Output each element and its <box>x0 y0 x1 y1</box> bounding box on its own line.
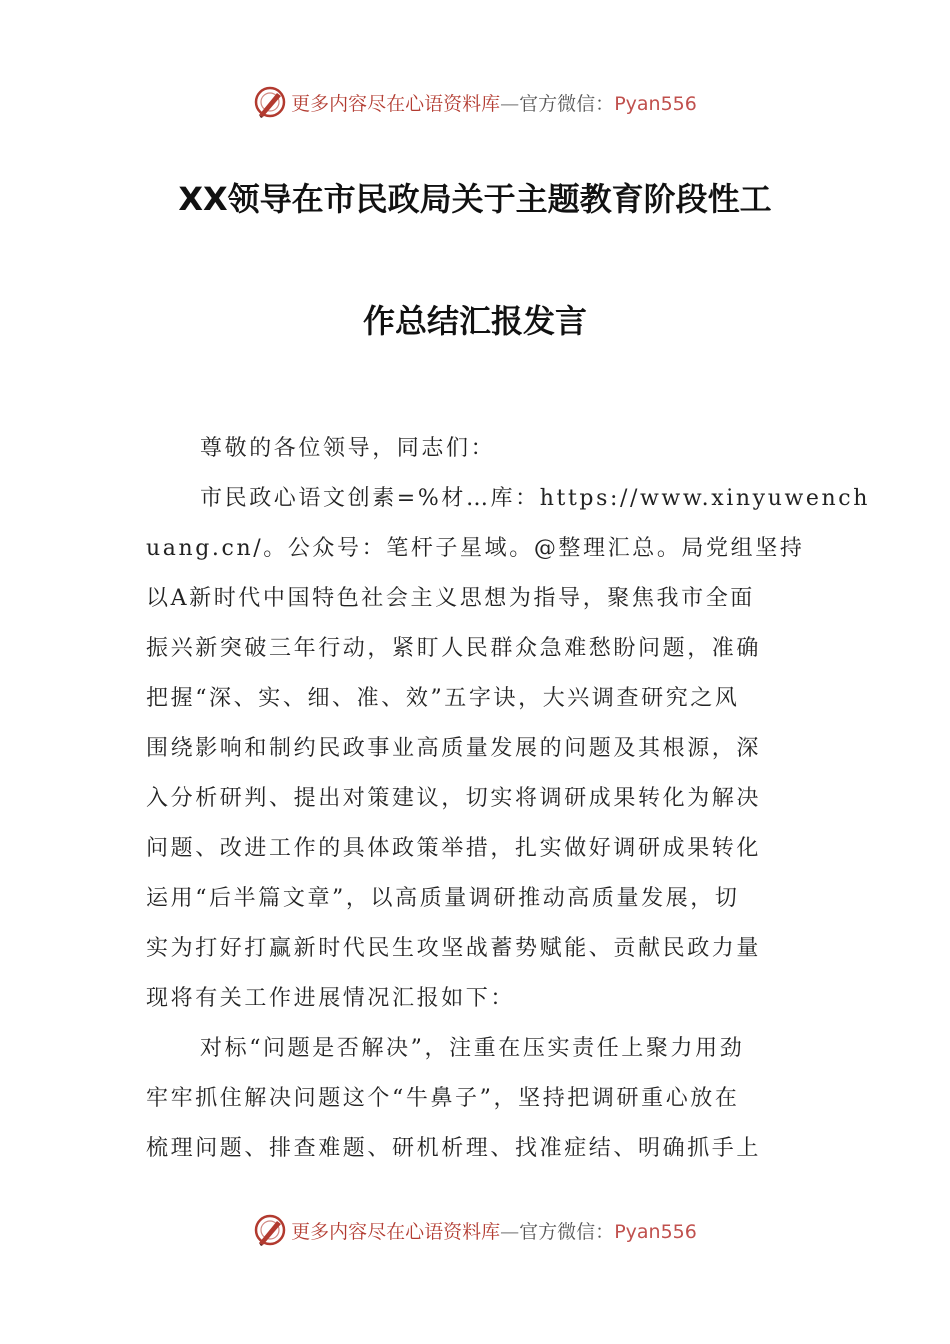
body-line: 尊敬的各位领导，同志们： <box>200 436 496 461</box>
document-title-line-1: XX领导在市民政局关于主题教育阶段性工 <box>178 180 772 218</box>
document-body <box>146 424 870 1174</box>
body-line: 对标“问题是否解决”，注重在压实责任上聚力用劲 <box>200 1036 745 1061</box>
body-line: 运用“后半篇文章”，以高质量调研推动高质量发展，切 <box>146 886 740 911</box>
watermark-official-label: 官方微信： <box>519 92 615 115</box>
document-title-line-2: 作总结汇报发言 <box>362 302 587 340</box>
body-line: 振兴新突破三年行动，紧盯人民群众急难愁盼问题，准确 <box>146 636 762 661</box>
watermark-handle: Pyan556 <box>614 1220 697 1243</box>
watermark-text <box>291 1217 697 1244</box>
footer-watermark-banner <box>0 1210 950 1250</box>
body-line: 以A新时代中国特色社会主义思想为指导，聚焦我市全面 <box>146 586 755 611</box>
pen-logo-icon <box>253 85 287 119</box>
watermark-main: 更多内容尽在心语资料库 <box>291 1220 501 1243</box>
watermark-official-label: 官方微信： <box>519 1220 615 1243</box>
header-watermark-banner <box>0 82 950 122</box>
watermark-main: 更多内容尽在心语资料库 <box>291 92 501 115</box>
body-line: 实为打好打赢新时代民生攻坚战蓄势赋能、贡献民政力量 <box>146 936 762 961</box>
body-line: 入分析研判、提出对策建议，切实将调研成果转化为解决 <box>146 786 762 811</box>
pen-logo-icon <box>253 1213 287 1247</box>
body-line: 梳理问题、排查难题、研机析理、找准症结、明确抓手上 <box>146 1136 762 1161</box>
watermark-text <box>291 89 697 116</box>
body-line: 牢牢抓住解决问题这个“牛鼻子”，坚持把调研重心放在 <box>146 1086 740 1111</box>
body-line: 市民政心语文创素=%材…库：https://www.xinyuwench <box>200 486 870 511</box>
body-line: 把握“深、实、细、准、效”五字诀，大兴调查研究之风 <box>146 686 740 711</box>
body-line: 问题、改进工作的具体政策举措，扎实做好调研成果转化 <box>146 836 762 861</box>
watermark-separator: — <box>500 1220 520 1243</box>
watermark-handle: Pyan556 <box>614 92 697 115</box>
watermark-separator: — <box>500 92 520 115</box>
body-line: uang.cn/。公众号：笔杆子星域。@整理汇总。局党组坚持 <box>146 536 805 561</box>
body-line: 现将有关工作进展情况汇报如下： <box>146 986 516 1011</box>
body-line: 围绕影响和制约民政事业高质量发展的问题及其根源，深 <box>146 736 762 761</box>
